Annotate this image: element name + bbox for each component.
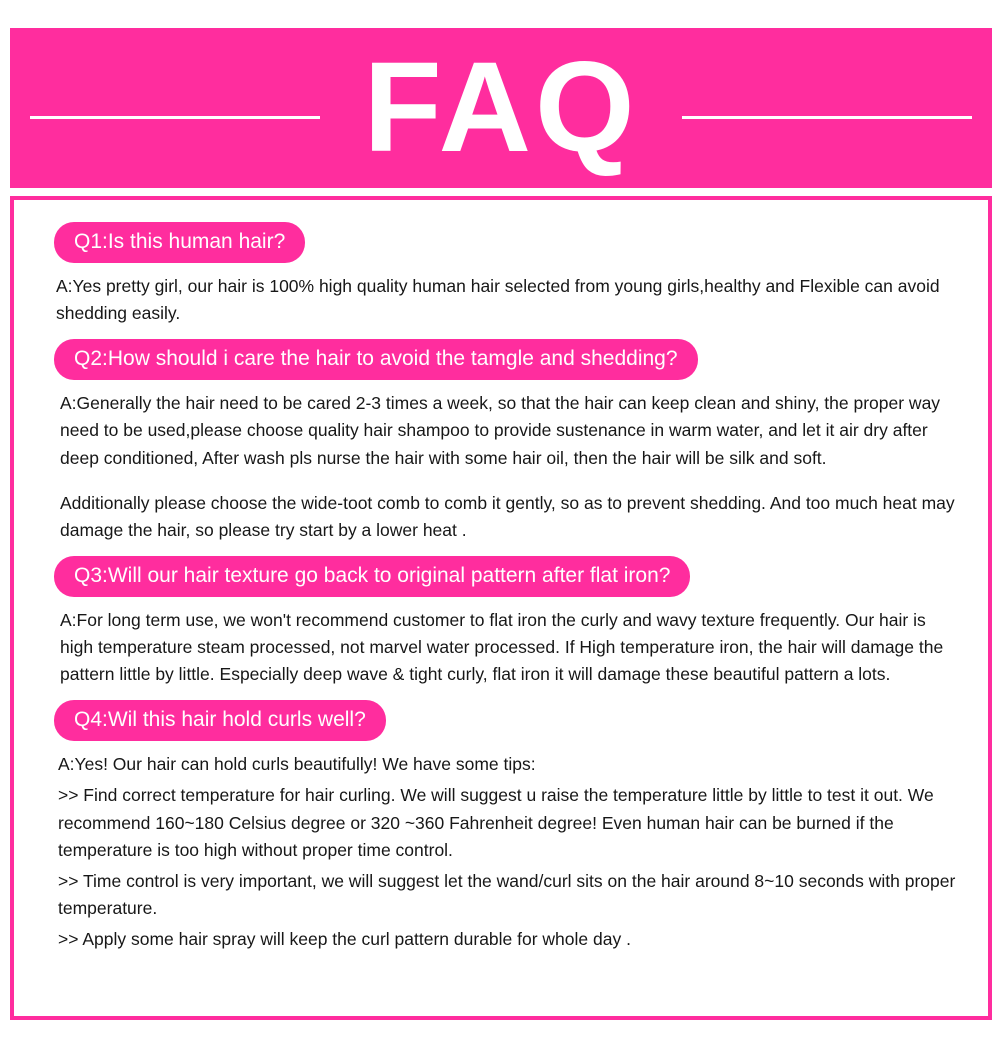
faq-item [36, 694, 966, 953]
faq-question-1: Q1:Is this human hair? [54, 222, 305, 263]
faq-answer-4-p2: >> Find correct temperature for hair curling. We will suggest u raise the temperature little by little to test it out. We recommend 160~180 Celsius degree or 320 ~360 Fahrenheit degree! Even human hair can be burned if the temperature is too high without proper time control. [58, 785, 934, 860]
faq-item [36, 216, 966, 327]
faq-content-panel [10, 196, 992, 1020]
faq-item [36, 333, 966, 544]
faq-item [36, 550, 966, 688]
faq-answer-4-p3: >> Time control is very important, we will suggest let the wand/curl sits on the hair around 8~10 seconds with proper temperature. [58, 870, 956, 918]
faq-answer-3-p1: A:For long term use, we won't recommend customer to flat iron the curly and wavy texture frequently. Our hair is high temperature steam processed, not marvel water processed. If High temperature iron, the hair will damage the pattern little by little. Especially deep wave & tight curly, flat iron it will damage these beautiful pattern a lots. [60, 609, 944, 685]
page-title: FAQ [363, 36, 639, 179]
faq-answer-1-p1: A:Yes pretty girl, our hair is 100% high quality human hair selected from young girls,healthy and Flexible can avoid shedding easily. [56, 276, 940, 324]
faq-header-banner [10, 28, 992, 188]
faq-question-2: Q2:How should i care the hair to avoid the tamgle and shedding? [54, 339, 698, 380]
faq-question-4: Q4:Wil this hair hold curls well? [54, 700, 386, 741]
faq-answer-4-p4: >> Apply some hair spray will keep the curl pattern durable for whole day . [58, 929, 631, 949]
faq-answer-2-p1: A:Generally the hair need to be cared 2-3 times a week, so that the hair can keep clean and shiny, the proper way need to be used,please choose quality hair shampoo to provide sustenance in warm water, and let it air dry after deep conditioned, After wash pls nurse the hair with some hair oil, then the hair will be silk and soft. [60, 393, 941, 468]
faq-question-3: Q3:Will our hair texture go back to original pattern after flat iron? [54, 556, 690, 597]
faq-answer-4-p1: A:Yes! Our hair can hold curls beautifully! We have some tips: [58, 754, 536, 775]
banner-inner [10, 28, 992, 188]
faq-answer-2-p2: Additionally please choose the wide-toot comb to comb it gently, so as to prevent shedding. And too much heat may damage the hair, so please try start by a lower heat . [60, 492, 955, 540]
